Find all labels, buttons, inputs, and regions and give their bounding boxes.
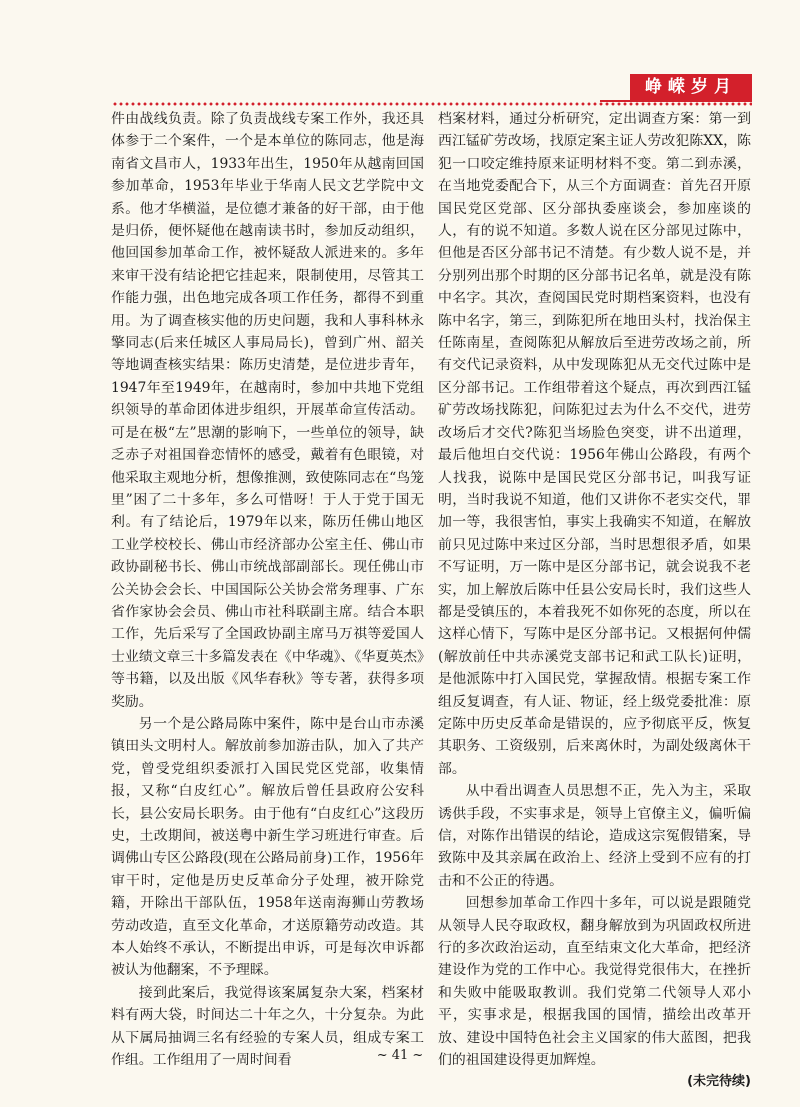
section-title-badge: 峥嵘岁月 xyxy=(630,74,752,100)
header-solid-rule xyxy=(600,100,752,102)
right-column xyxy=(438,108,751,1090)
paragraph: 接到此案后，我觉得该案属复杂大案，档案材料有两大袋，时间达二十年之久，十分复杂。为此从下属局抽调三名有经验的专案人员，组成专案工作组。工作组用了一周时间看 xyxy=(111,984,424,1069)
paragraph: 从中看出调查人员思想不正，先入为主，采取诱供手段，不实事求是，领导上官僚主义，偏听偏信，对陈作出错误的结论，造成这宗冤假错案，导致陈中及其亲属在政治上、经济上受到不应有的打击和不公正的待遇。 xyxy=(438,783,751,889)
to-be-continued-label: (未完待续) xyxy=(687,1074,751,1090)
paragraph: 另一个是公路局陈中案件，陈中是台山市赤溪镇田头文明村人。解放前参加游击队，加入了共产党，曾受党组织委派打入国民党区党部，收集情报，又称“白皮红心”。解放后曾任县政府公安科长，县公安局长职务。由于他有“白皮红心”这段历史，土改期间，被送粤中新生学习班进行审查。后调佛山专区公路段(现在公路局前身)工作，1956年审干时，定他是历史反革命分子处理，被开除党籍，开除出干部队伍，1958年送南海狮山劳教场劳动改造，直至文化革命，才送原籍劳动改造。其本人始终不承认，不断提出申诉，可是每次申诉都被认为他翻案，不予理睬。 xyxy=(111,715,424,979)
page-number: ~ 41 ~ xyxy=(376,1048,424,1063)
paragraph: 回想参加革命工作四十多年，可以说是跟随党从领导人民夺取政权，翻身解放到为巩固政权所进行的多次政治运动，直至结束文化大革命，把经济建设作为党的工作中心。我觉得党很伟大，在挫折和失败中能吸取教训。我们党第二代领导人邓小平，实事求是，根据我国的国情，描绘出改革开放、建设中国特色社会主义国家的伟大蓝图，把我们的祖国建设得更加辉煌。 xyxy=(438,895,751,1069)
paragraph: 件由战线负责。除了负责战线专案工作外，我还具体参于二个案件，一个是本单位的陈同志，他是海南省文昌市人，1933年出生，1950年从越南回国参加革命，1953年毕业于华南人民文艺学院中文系。他才华横溢，是位德才兼备的好干部，由于他是归侨，便怀疑他在越南读书时，参加反动组织，他回国参加革命工作，被怀疑敌人派进来的。多年来审干没有结论把它挂起来，限制使用，尽管其工作能力强，出色地完成各项工作任务，都得不到重用。为了调查核实他的历史问题，我和人事科林永擎同志(后来任城区人事局局长)，曾到广州、韶关等地调查核实结果：陈历史清楚，是位进步青年，1947年至1949年，在越南时，参加中共地下党组织领导的革命团体进步组织，开展革命宣传活动。可是在极“左”思潮的影响下，一些单位的领导，缺乏赤子对祖国眷恋情怀的感受，戴着有色眼镜，对他采取主观地分析，想像推测，致使陈同志在“鸟笼里”困了二十多年，多么可惜呀！于人于党于国无利。有了结论后，1979年以来，陈历任佛山地区工业学校校长、佛山市经济部办公室主任、佛山市政协副秘书长、佛山市统战部副部长。现任佛山市公关协会会长、中国国际公关协会常务理事、广东省作家协会会员、佛山市社科联副主席。结合本职工作，先后采写了全国政协副主席马万祺等爱国人士业绩文章三十多篇发表在《中华魂》、《华夏英杰》等书籍，以及出版《风华春秋》等专著，获得多项奖励。 xyxy=(111,111,424,710)
paragraph: 档案材料，通过分析研究，定出调查方案：第一到西江锰矿劳改场，找原定案主证人劳改犯陈XX，陈犯一口咬定维持原来证明材料不变。第二到赤溪，在当地党委配合下，从三个方面调查：首先召开原国民党区党部、区分部执委座谈会，参加座谈的人，有的说不知道。多数人说在区分部见过陈中，但他是否区分部书记不清楚。有少数人说不是，并分别列出那个时期的区分部书记名单，就是没有陈中名字。其次，查阅国民党时期档案资料，也没有陈中名字，第三，到陈犯所在地田头村，找治保主任陈南星，查阅陈犯从解放后至进劳改场之前，所有交代记录资料，从中发现陈犯从无交代过陈中是区分部书记。工作组带着这个疑点，再次到西江锰矿劳改场找陈犯，问陈犯过去为什么不交代，进劳改场后才交代?陈犯当场脸色突变，讲不出道理，最后他坦白交代说：1956年佛山公路段，有两个人找我，说陈中是国民党区分部书记，叫我写证明，当时我说不知道，他们又讲你不老实交代，罪加一等，我很害怕，事实上我确实不知道，在解放前只见过陈中来过区分部，当时思想很矛盾，如果不写证明，万一陈中是区分部书记，就会说我不老实，加上解放后陈中任县公安局长时，我们这些人都是受镇压的，本着我死不如你死的态度，所以在这样心情下，写陈中是区分部书记。又根据何仲儒(解放前任中共赤溪党支部书记和武工队长)证明，是他派陈中打入国民党，掌握敌情。根据专案工作组反复调查，有人证、物证，经上级党委批准：原定陈中历史反革命是错误的，应予彻底平反，恢复其职务、工资级别，后来离休时，为副处级离休干部。 xyxy=(438,111,751,777)
